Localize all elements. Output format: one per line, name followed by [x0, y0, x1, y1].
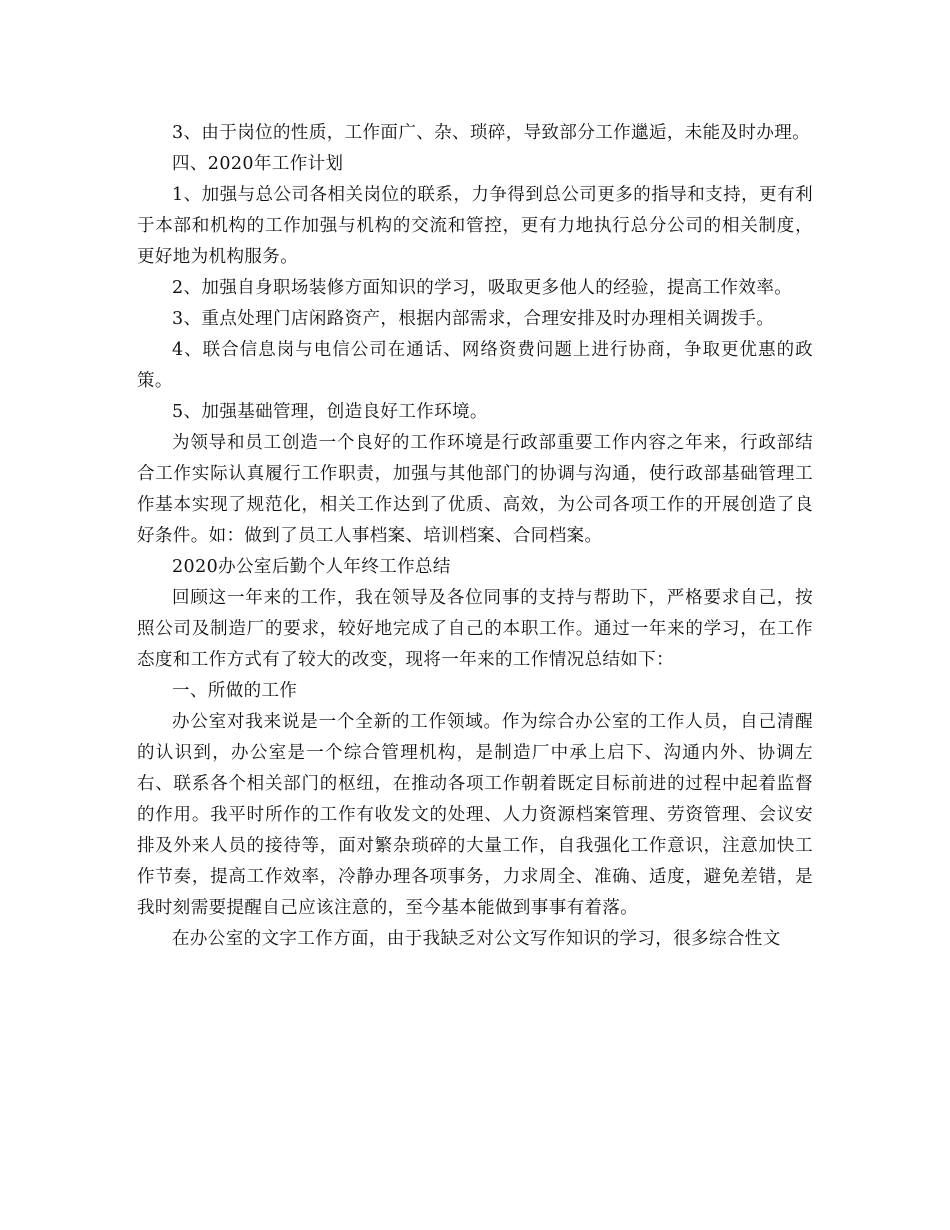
paragraph-writing-work: 在办公室的文字工作方面，由于我缺乏对公文写作知识的学习，很多综合性文 — [172, 929, 781, 949]
paragraph-plan-5: 5、加强基础管理，创造良好工作环境。 — [172, 402, 488, 422]
paragraph-work-environment: 为领导和员工创造一个良好的工作环境是行政部重要工作内容之年来，行政部结合工作实际认真履行工作职责，加强与其他部门的协调与沟通，使行政部基础管理工作基本实现了规范化，相关工作达到了优质、高效，为公司各项工作的开展创造了良好条件。如：做到了员工人事档案、培训档案、合同档案。 — [137, 433, 813, 546]
document-body — [137, 118, 813, 955]
section-heading-2020-plan: 四、2020年工作计划 — [172, 154, 344, 174]
paragraph-plan-3: 3、重点处理门店闲路资产，根据内部需求，合理安排及时办理相关调拨手。 — [172, 309, 775, 329]
paragraph-plan-1: 1、加强与总公司各相关岗位的联系，力争得到总公司更多的指导和支持，更有利于本部和机构的工作加强与机构的交流和管控，更有力地执行总分公司的相关制度，更好地为机构服务。 — [137, 185, 813, 267]
paragraph-office-duties: 办公室对我来说是一个全新的工作领域。作为综合办公室的工作人员，自己清醒的认识到，办公室是一个综合管理机构，是制造厂中承上启下、沟通内外、协调左右、联系各个相关部门的枢纽，在推动各项工作朝着既定目标前进的过程中起着监督的作用。我平时所作的工作有收发文的处理、人力资源档案管理、劳资管理、会议安排及外来人员的接待等，面对繁杂琐碎的大量工作，自我强化工作意识，注意加快工作节奏，提高工作效率，冷静办理各项事务，力求周全、准确、适度，避免差错，是我时刻需要提醒自己应该注意的，至今基本能做到事事有着落。 — [137, 712, 813, 918]
paragraph-review-intro: 回顾这一年来的工作，我在领导及各位同事的支持与帮助下，严格要求自己，按照公司及制造厂的要求，较好地完成了自己的本职工作。通过一年来的学习，在工作态度和工作方式有了较大的改变，现将一年来的工作情况总结如下： — [137, 588, 813, 670]
document-subtitle: 2020办公室后勤个人年终工作总结 — [172, 557, 451, 577]
paragraph-plan-2: 2、加强自身职场装修方面知识的学习，吸取更多他人的经验，提高工作效率。 — [172, 278, 793, 298]
paragraph-problem-3: 3、由于岗位的性质，工作面广、杂、琐碎，导致部分工作邋逅，未能及时办理。 — [172, 123, 811, 143]
paragraph-plan-4: 4、联合信息岗与电信公司在通话、网络资费问题上进行协商，争取更优惠的政策。 — [137, 340, 813, 391]
section-heading-work-done: 一、所做的工作 — [172, 681, 298, 701]
